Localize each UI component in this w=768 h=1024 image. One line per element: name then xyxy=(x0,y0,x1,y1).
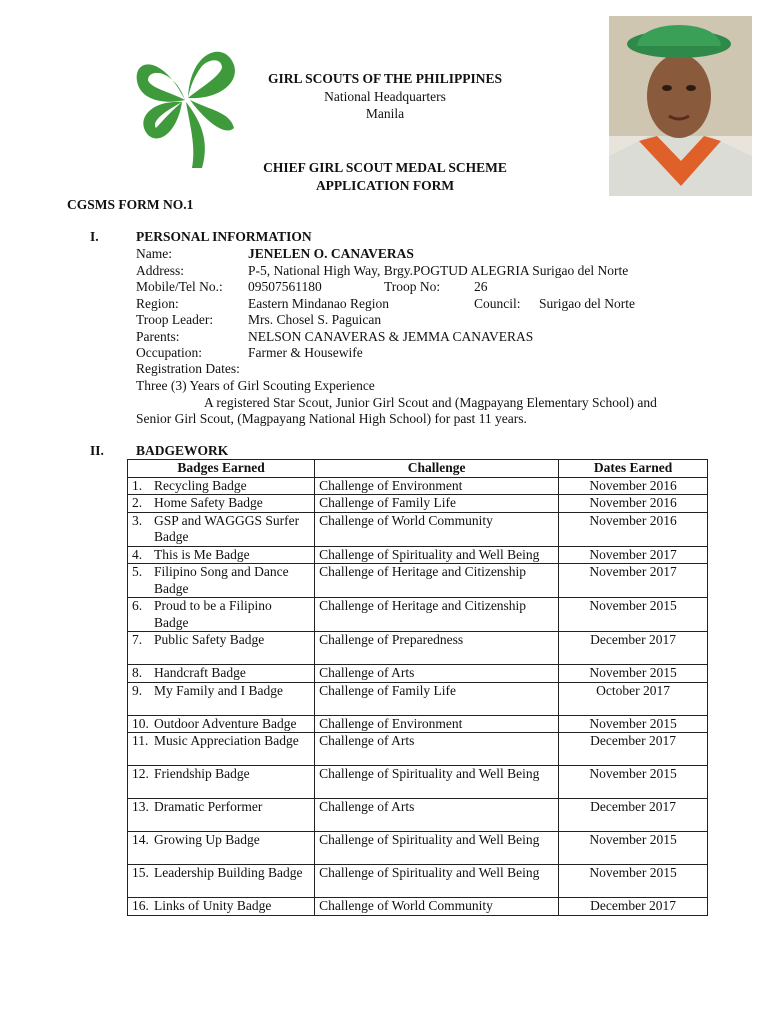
badge-name: My Family and I Badge xyxy=(154,682,283,698)
badge-number: 14. xyxy=(132,832,149,847)
table-row xyxy=(128,715,708,733)
challenge-cell: Challenge of Arts xyxy=(315,665,559,683)
headquarters: National Headquarters xyxy=(324,89,446,104)
badge-cell xyxy=(128,715,315,733)
date-earned-cell: December 2017 xyxy=(559,632,708,665)
parents-label: Parents: xyxy=(136,329,180,344)
date-earned-cell: December 2017 xyxy=(559,799,708,832)
table-row xyxy=(128,766,708,799)
badge-cell xyxy=(128,512,315,546)
challenge-cell: Challenge of Arts xyxy=(315,799,559,832)
registration-dates-label: Registration Dates: xyxy=(136,361,240,376)
date-earned-cell: December 2017 xyxy=(559,898,708,916)
occupation-value: Farmer & Housewife xyxy=(248,345,363,360)
challenge-cell: Challenge of Arts xyxy=(315,733,559,766)
section-2-title: BADGEWORK xyxy=(136,443,229,458)
badge-cell xyxy=(128,832,315,865)
challenge-cell: Challenge of Preparedness xyxy=(315,632,559,665)
badge-name: Growing Up Badge xyxy=(154,832,260,847)
name-value: JENELEN O. CANAVERAS xyxy=(248,246,414,261)
badge-number: 15. xyxy=(132,865,149,880)
challenge-cell: Challenge of Spirituality and Well Being xyxy=(315,865,559,898)
badge-name: This is Me Badge xyxy=(154,546,250,562)
date-earned-cell: November 2016 xyxy=(559,512,708,546)
challenge-cell: Challenge of Heritage and Citizenship xyxy=(315,598,559,632)
troop-leader-value: Mrs. Chosel S. Paguican xyxy=(248,312,382,327)
table-header-row xyxy=(128,460,708,478)
date-earned-cell: November 2017 xyxy=(559,564,708,598)
date-earned-cell: November 2015 xyxy=(559,766,708,799)
badgework-table xyxy=(127,459,708,916)
badge-name: Proud to be a Filipino Badge xyxy=(154,598,272,630)
table-row xyxy=(128,598,708,632)
badge-number: 5. xyxy=(132,564,143,579)
badge-cell xyxy=(128,477,315,495)
challenge-cell: Challenge of Environment xyxy=(315,715,559,733)
badge-cell xyxy=(128,898,315,916)
table-row xyxy=(128,512,708,546)
badge-number: 9. xyxy=(132,682,143,698)
occupation-label: Occupation: xyxy=(136,345,202,360)
date-earned-cell: November 2015 xyxy=(559,598,708,632)
council-label: Council: xyxy=(474,296,521,311)
address-label: Address: xyxy=(136,263,184,278)
form-title: APPLICATION FORM xyxy=(315,178,455,193)
badge-number: 4. xyxy=(132,546,143,562)
mobile-value: 09507561180 xyxy=(248,279,322,294)
badge-number: 7. xyxy=(132,632,143,647)
region-label: Region: xyxy=(136,296,179,311)
table-row xyxy=(128,682,708,715)
challenge-cell: Challenge of Heritage and Citizenship xyxy=(315,564,559,598)
table-row xyxy=(128,665,708,683)
badge-name: Music Appreciation Badge xyxy=(154,733,299,748)
experience-text: Three (3) Years of Girl Scouting Experience xyxy=(136,378,375,393)
badge-name: Outdoor Adventure Badge xyxy=(154,715,297,731)
troop-no-value: 26 xyxy=(474,279,488,294)
header-badges-earned: Badges Earned xyxy=(128,460,315,478)
date-earned-cell: October 2017 xyxy=(559,682,708,715)
badge-cell xyxy=(128,564,315,598)
badge-name: Recycling Badge xyxy=(154,477,247,493)
badge-cell xyxy=(128,799,315,832)
table-row xyxy=(128,799,708,832)
badge-name: Filipino Song and Dance Badge xyxy=(154,564,289,596)
badge-name: GSP and WAGGGS Surfer Badge xyxy=(154,512,300,544)
table-row xyxy=(128,632,708,665)
badge-cell xyxy=(128,682,315,715)
badge-number: 13. xyxy=(132,799,149,814)
challenge-cell: Challenge of World Community xyxy=(315,512,559,546)
description-line-2: Senior Girl Scout, (Magpayang National High School) for past 11 years. xyxy=(136,411,527,426)
challenge-cell: Challenge of Spirituality and Well Being xyxy=(315,832,559,865)
badge-name: Leadership Building Badge xyxy=(154,865,303,880)
date-earned-cell: November 2016 xyxy=(559,477,708,495)
challenge-cell: Challenge of Spirituality and Well Being xyxy=(315,546,559,564)
badge-number: 2. xyxy=(132,495,143,510)
challenge-cell: Challenge of Spirituality and Well Being xyxy=(315,766,559,799)
parents-value: NELSON CANAVERAS & JEMMA CANAVERAS xyxy=(248,329,534,344)
table-row xyxy=(128,495,708,513)
name-label: Name: xyxy=(136,246,172,261)
header-dates-earned: Dates Earned xyxy=(559,460,708,478)
badge-number: 10. xyxy=(132,715,149,731)
date-earned-cell: November 2016 xyxy=(559,495,708,513)
date-earned-cell: November 2015 xyxy=(559,715,708,733)
troop-no-label: Troop No: xyxy=(384,279,441,294)
address-value: P-5, National High Way, Brgy.POGTUD ALEGRIA Surigao del Norte xyxy=(248,263,629,278)
table-row xyxy=(128,898,708,916)
date-earned-cell: December 2017 xyxy=(559,733,708,766)
badge-number: 12. xyxy=(132,766,149,781)
badge-cell xyxy=(128,546,315,564)
table-row xyxy=(128,564,708,598)
city: Manila xyxy=(365,106,405,121)
badge-number: 11. xyxy=(132,733,149,748)
badge-cell xyxy=(128,865,315,898)
table-row xyxy=(128,865,708,898)
section-1-title: PERSONAL INFORMATION xyxy=(136,229,312,244)
header-challenge: Challenge xyxy=(315,460,559,478)
date-earned-cell: November 2015 xyxy=(559,665,708,683)
council-value: Surigao del Norte xyxy=(539,296,635,311)
table-row xyxy=(128,832,708,865)
badge-cell xyxy=(128,766,315,799)
table-row xyxy=(128,546,708,564)
table-row xyxy=(128,733,708,766)
org-name: GIRL SCOUTS OF THE PHILIPPINES xyxy=(267,71,503,86)
table-row xyxy=(128,477,708,495)
badge-cell xyxy=(128,495,315,513)
badge-name: Handcraft Badge xyxy=(154,665,246,680)
badge-number: 1. xyxy=(132,477,143,493)
description-line-1: A registered Star Scout, Junior Girl Scout and (Magpayang Elementary School) and xyxy=(204,395,657,410)
badge-number: 6. xyxy=(132,598,143,613)
section-1-number: I. xyxy=(90,229,99,244)
badge-number: 16. xyxy=(132,898,149,913)
badge-cell xyxy=(128,665,315,683)
challenge-cell: Challenge of Family Life xyxy=(315,495,559,513)
challenge-cell: Challenge of Family Life xyxy=(315,682,559,715)
badge-cell xyxy=(128,598,315,632)
badge-name: Links of Unity Badge xyxy=(154,898,272,913)
applicant-photo xyxy=(609,16,752,196)
badge-name: Home Safety Badge xyxy=(154,495,263,510)
badge-name: Dramatic Performer xyxy=(154,799,263,814)
badge-name: Public Safety Badge xyxy=(154,632,265,647)
scheme-title: CHIEF GIRL SCOUT MEDAL SCHEME xyxy=(263,160,507,175)
badge-number: 3. xyxy=(132,512,143,528)
date-earned-cell: November 2015 xyxy=(559,832,708,865)
section-2-number: II. xyxy=(90,443,104,458)
date-earned-cell: November 2017 xyxy=(559,546,708,564)
mobile-label: Mobile/Tel No.: xyxy=(136,279,223,294)
challenge-cell: Challenge of Environment xyxy=(315,477,559,495)
badge-number: 8. xyxy=(132,665,143,680)
troop-leader-label: Troop Leader: xyxy=(136,312,214,327)
badge-name: Friendship Badge xyxy=(154,766,250,781)
date-earned-cell: November 2015 xyxy=(559,865,708,898)
form-number: CGSMS FORM NO.1 xyxy=(67,197,194,212)
badge-cell xyxy=(128,733,315,766)
challenge-cell: Challenge of World Community xyxy=(315,898,559,916)
badge-cell xyxy=(128,632,315,665)
region-value: Eastern Mindanao Region xyxy=(248,296,389,311)
